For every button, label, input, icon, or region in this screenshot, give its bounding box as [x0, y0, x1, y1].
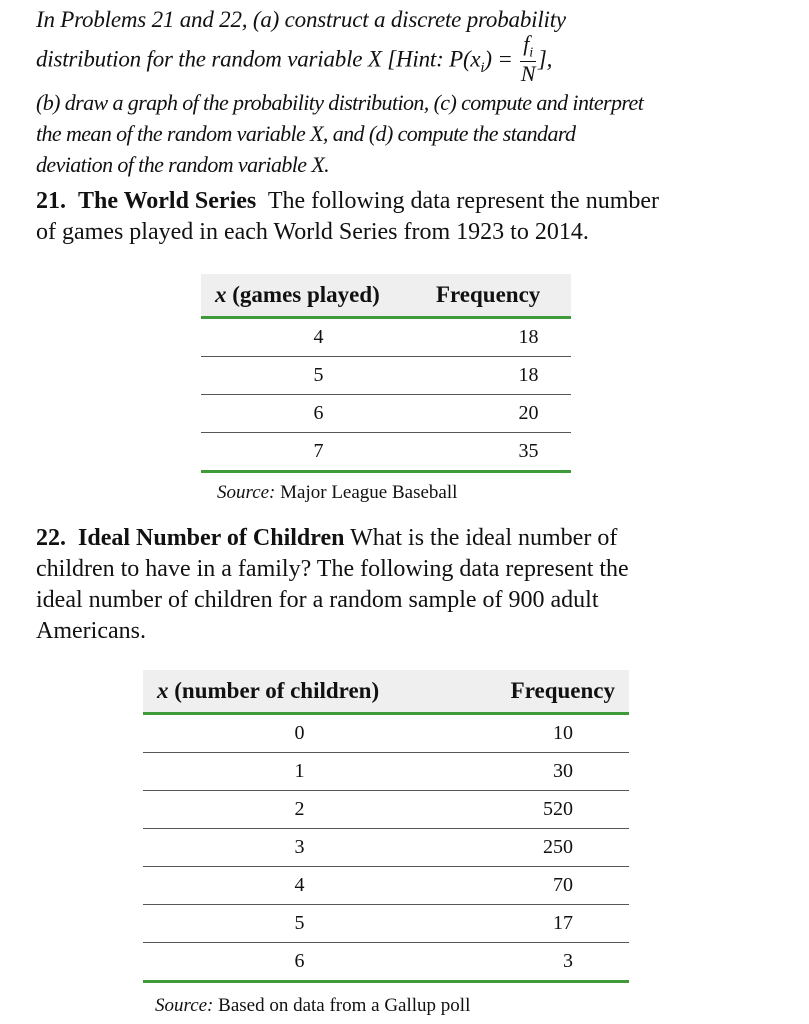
- hint-subscript: i: [480, 60, 485, 77]
- table-row: [143, 905, 629, 943]
- cell-frequency: 17: [456, 905, 629, 943]
- cell-x: 0: [143, 714, 456, 753]
- source-label: Source:: [217, 482, 276, 503]
- hint-text: distribution for the random variable X [Hint: P(x: [36, 46, 481, 72]
- table-row: [143, 867, 629, 905]
- world-series-table: [201, 274, 571, 473]
- cell-x: 4: [143, 867, 456, 905]
- table-header-row: [201, 274, 571, 318]
- cell-frequency: 250: [456, 829, 629, 867]
- cell-x: 6: [143, 943, 456, 982]
- hint-close: ],: [537, 46, 553, 72]
- cell-x: 2: [143, 791, 456, 829]
- fraction-denominator: N: [520, 61, 536, 87]
- instructions-line-2: [36, 31, 796, 87]
- problem-22-text-1: What is the ideal number of: [350, 525, 618, 551]
- table-row: [201, 395, 571, 433]
- problem-22-line-3: ideal number of children for a random sample of 900 adult: [36, 587, 599, 613]
- cell-frequency: 70: [456, 867, 629, 905]
- cell-x: 5: [143, 905, 456, 943]
- column-header-number-of-children: x (number of children): [143, 670, 456, 714]
- source-text: Based on data from a Gallup poll: [218, 995, 471, 1016]
- problem-22-line-1: [36, 523, 756, 554]
- table-row: [143, 791, 629, 829]
- cell-frequency: 10: [456, 714, 629, 753]
- problem-21-line-2: of games played in each World Series from 1923 to 2014.: [36, 219, 589, 245]
- problem-21-text-1: The following data represent the number: [267, 188, 660, 214]
- problem-22-line-4: Americans.: [36, 618, 146, 644]
- fraction: [520, 33, 536, 85]
- problem-22: [36, 523, 756, 647]
- table-row: [143, 753, 629, 791]
- problem-21-number: 21.: [36, 188, 66, 214]
- problem-22-line-2: children to have in a family? The following data represent the: [36, 556, 629, 582]
- problem-22-number: 22.: [36, 525, 66, 551]
- table-row: [143, 714, 629, 753]
- ideal-children-table: [143, 670, 629, 983]
- table-row: [143, 829, 629, 867]
- problem-21-title: The World Series: [78, 188, 257, 214]
- column-header-games-played: x (games played): [201, 274, 436, 318]
- cell-frequency: 30: [456, 753, 629, 791]
- source-label: Source:: [155, 995, 214, 1016]
- instructions-line-5: deviation of the random variable X.: [36, 152, 330, 178]
- cell-frequency: 20: [436, 395, 571, 433]
- fraction-numerator: $f_i$: [520, 33, 536, 62]
- source-22: [155, 995, 470, 1017]
- cell-x: 4: [201, 318, 436, 357]
- instructions-line-4: the mean of the random variable X, and (d) compute the standard: [36, 121, 576, 147]
- cell-x: 1: [143, 753, 456, 791]
- cell-frequency: 18: [436, 318, 571, 357]
- source-21: [217, 482, 457, 504]
- table-row: [143, 943, 629, 982]
- hint-equals: ) =: [484, 46, 519, 72]
- table-row: [201, 318, 571, 357]
- instructions-line-1: In Problems 21 and 22, (a) construct a discrete probability: [36, 7, 566, 32]
- problem-21: [36, 186, 756, 248]
- instructions-line-3: (b) draw a graph of the probability distribution, (c) compute and interpret: [36, 90, 644, 116]
- table-row: [201, 433, 571, 472]
- problem-21-line-1: [36, 186, 756, 217]
- column-header-frequency: Frequency: [436, 274, 571, 318]
- cell-x: 6: [201, 395, 436, 433]
- cell-frequency: 35: [436, 433, 571, 472]
- cell-frequency: 18: [436, 357, 571, 395]
- cell-x: 5: [201, 357, 436, 395]
- column-header-frequency: Frequency: [456, 670, 629, 714]
- instructions: [36, 4, 796, 180]
- table-row: [201, 357, 571, 395]
- problem-22-title: Ideal Number of Children: [78, 525, 345, 551]
- cell-x: 7: [201, 433, 436, 472]
- table-header-row: [143, 670, 629, 714]
- source-text: Major League Baseball: [280, 482, 458, 503]
- cell-x: 3: [143, 829, 456, 867]
- cell-frequency: 520: [456, 791, 629, 829]
- cell-frequency: 3: [456, 943, 629, 982]
